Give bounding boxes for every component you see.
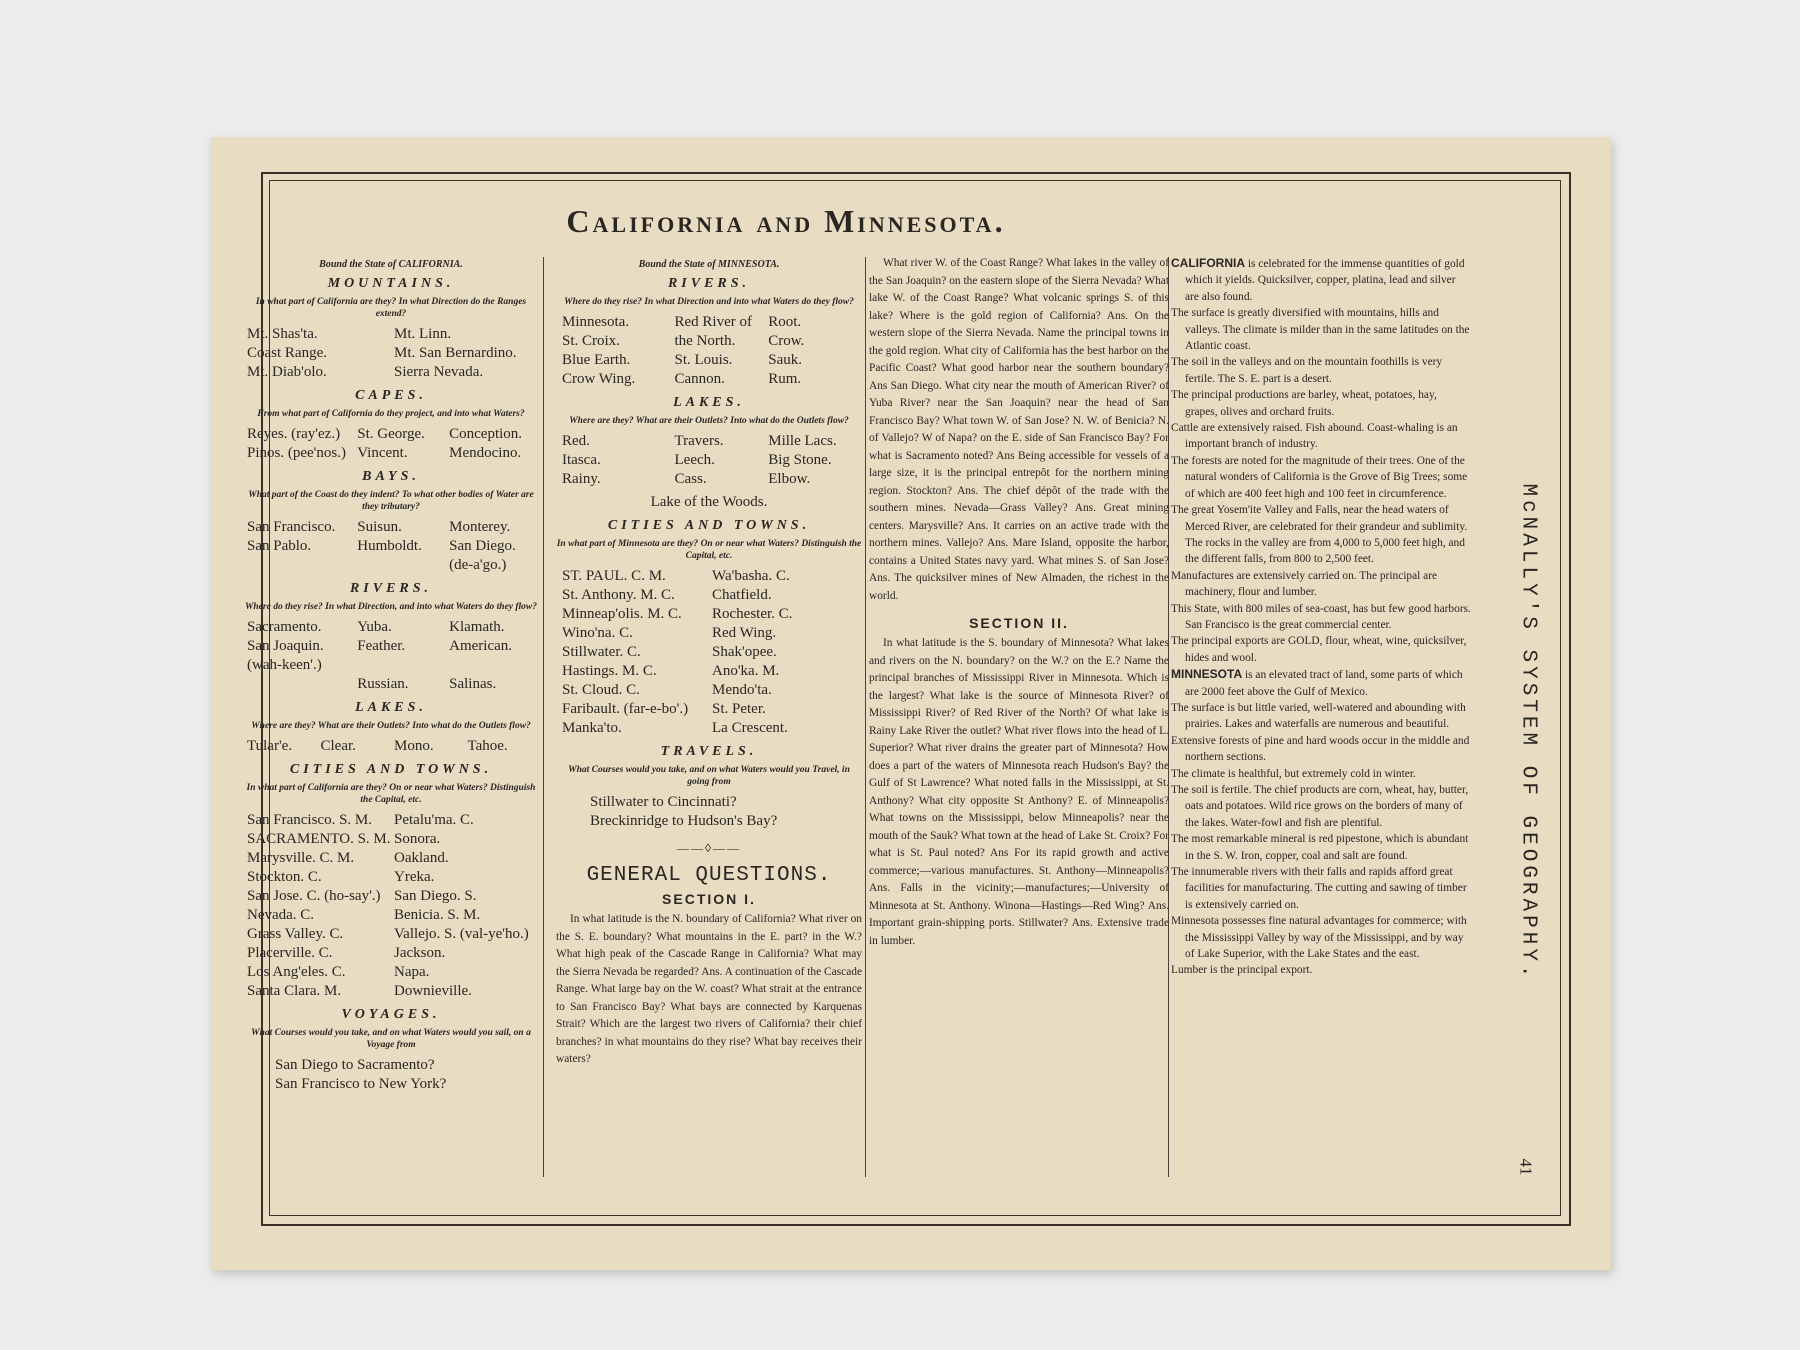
section-heading: CITIES AND TOWNS.	[607, 518, 811, 533]
list-item: St. George.	[357, 426, 425, 442]
list-item: Feather.	[357, 638, 406, 654]
description-paragraph: Lumber is the principal export.	[1171, 964, 1313, 977]
bound-instruction: Bound the State of MINNESOTA.	[638, 259, 780, 270]
rivers-list	[241, 618, 541, 694]
list-item: Big Stone.	[768, 452, 832, 468]
list-item: Vincent.	[357, 445, 408, 461]
list-item: Santa Clara. M.	[247, 983, 342, 999]
section-heading: SECTION II.	[969, 615, 1069, 631]
bound-instruction: Bound the State of CALIFORNIA.	[319, 259, 463, 270]
list-item: Leech.	[674, 452, 715, 468]
list-item: Faribault. (far-e-bo'.)	[562, 701, 689, 717]
list-item: Red Wing.	[712, 625, 777, 641]
section-text: In what latitude is the S. boundary of Minnesota? What lakes and rivers on the N. boundary? on the W.? on the E.? Name the principal branches of Mississippi River in Minnesota. Which is the largest? What lake is the source of Minnesota River? of Mississippi River? of Red River of the North? Of what lake is Rainy Lake River the outlet? What river flows into the head of L. Superior? What river drains the greater part of Minnesota? How does a part of the waters of Minnesota reach Hudson's Bay? the Gulf of St Lawrence? What noted falls in the Mississippi, at St. Anthony? What city opposite St Anthony? E. of Minneapolis? What towns on the Mississippi, below Minneapolis? near the mouth of the Sauk? What town at the head of Lake St. Croix? For what is St. Paul noted? Ans For its rapid growth and active commerce;—various manufactures. St. Anthony—Minneapolis? Ans. Falls in the vicinity;—manufactures;—University of Minnesota at St. Anthony. Winona—Hastings—Red Wing? Ans. Important grain-shipping ports. Stillwater? Ans. Extensive trade in lumber.	[869, 637, 1169, 947]
voyages-list	[241, 1056, 541, 1094]
list-item: Tahoe.	[467, 738, 508, 754]
list-item: Pinos. (pee'nos.)	[247, 445, 346, 461]
list-item: San Diego. (de-a'go.)	[449, 538, 516, 573]
list-item: SACRAMENTO. S. M.	[247, 831, 391, 847]
list-item: Clear.	[320, 738, 356, 754]
list-item: Minneap'olis. M. C.	[562, 606, 682, 622]
section-question: What Courses would you take, and on what Waters would you sail, on a Voyage from	[251, 1028, 531, 1050]
list-item: the North.	[674, 333, 736, 349]
list-item: Marysville. C. M.	[247, 850, 355, 866]
section-question: Where are they? What are their Outlets? Into what do the Outlets flow?	[569, 416, 849, 426]
list-item: Minnesota.	[562, 314, 630, 330]
list-item: Grass Valley. C.	[247, 926, 344, 942]
list-item: Breckinridge to Hudson's Bay?	[590, 813, 778, 829]
list-item: Stockton. C.	[247, 869, 322, 885]
section-heading: SECTION I.	[662, 891, 756, 907]
list-item: Vallejo. S. (val-ye'ho.)	[394, 926, 529, 942]
list-item: Jackson.	[394, 945, 446, 961]
list-item: Crow Wing.	[562, 371, 636, 387]
list-item: ST. PAUL. C. M.	[562, 568, 666, 584]
description-paragraph: The soil in the valleys and on the mountain foothills is very fertile. The S. E. part is a desert.	[1171, 356, 1443, 385]
list-item: San Diego to Sacramento?	[275, 1057, 435, 1073]
list-item: Coast Range.	[247, 345, 327, 361]
list-item: Yreka.	[394, 869, 435, 885]
section-heading: RIVERS.	[667, 276, 751, 291]
california-column	[241, 255, 541, 1094]
list-item: San Joaquin. (wah-keen'.)	[247, 638, 324, 673]
description-paragraph: The surface is greatly diversified with mountains, hills and valleys. The climate is milder than in the same latitudes on the Atlantic coast.	[1171, 307, 1470, 353]
list-item: Cannon.	[674, 371, 725, 387]
general-questions-heading: GENERAL QUESTIONS.	[586, 864, 832, 887]
list-item: Mendo'ta.	[712, 682, 772, 698]
list-item: Humboldt.	[357, 538, 422, 554]
list-item: Conception.	[449, 426, 523, 442]
list-item: Stillwater. C.	[562, 644, 641, 660]
list-item: Tular'e.	[247, 738, 293, 754]
section-question: Where are they? What are their Outlets? Into what do the Outlets flow?	[251, 721, 531, 731]
california-description	[1171, 305, 1471, 666]
list-item: Stillwater to Cincinnati?	[590, 794, 737, 810]
list-item: Manka'to.	[562, 720, 622, 736]
bays-list	[241, 518, 541, 575]
capes-list	[241, 425, 541, 463]
section-question: What Courses would you take, and on what Waters would you Travel, in going from	[568, 765, 850, 787]
ornament-divider: ——◊——	[677, 841, 741, 855]
description-paragraph: The forests are noted for the magnitude of their trees. One of the natural wonders of California is the Grove of Big Trees; some of which are 400 feet high and 100 feet in circumference.	[1171, 454, 1468, 500]
list-item: Mendocino.	[449, 445, 522, 461]
list-item: Travers.	[674, 433, 724, 449]
list-item: Hastings. M. C.	[562, 663, 657, 679]
spine-title: McNALLY'S SYSTEM OF GEOGRAPHY.	[1516, 482, 1540, 982]
section-question: Where do they rise? In what Direction and into what Waters do they flow?	[564, 297, 854, 307]
list-item: Mt. Shas'ta.	[247, 326, 318, 342]
section-heading: MOUNTAINS.	[327, 276, 455, 291]
rivers-list	[556, 313, 862, 389]
list-item	[247, 675, 357, 694]
section-heading: LAKES.	[355, 700, 427, 715]
description-paragraph: MINNESOTA is an elevated tract of land, some parts of which are 2000 feet above the Gulf of Mexico.	[1171, 667, 1463, 698]
list-item: Los Ang'eles. C.	[247, 964, 346, 980]
list-item: Chatfield.	[712, 587, 772, 603]
list-item: San Francisco to New York?	[275, 1076, 447, 1092]
list-item: Wino'na. C.	[562, 625, 633, 641]
list-item: La Crescent.	[712, 720, 788, 736]
list-item: Reyes. (ray'ez.)	[247, 426, 341, 442]
list-item: Sonora.	[394, 831, 441, 847]
description-paragraph: Cattle are extensively raised. Fish abound. Coast-whaling is an important branch of industry.	[1171, 422, 1458, 451]
descriptions-column	[1171, 255, 1471, 979]
list-item: Red.	[562, 433, 590, 449]
description-paragraph: The climate is healthful, but extremely cold in winter.	[1171, 767, 1416, 780]
list-item: Nevada. C.	[247, 907, 315, 923]
page-title: California and Minnesota.	[566, 203, 1006, 239]
description-paragraph: The surface is but little varied, well-watered and abounding with prairies. Lakes and waterfalls are numerous and beautiful.	[1171, 701, 1466, 731]
list-item: Napa.	[394, 964, 430, 980]
section-heading: VOYAGES.	[341, 1007, 441, 1022]
list-item: Petalu'ma. C.	[394, 812, 474, 828]
list-item: Mt. Linn.	[394, 326, 452, 342]
cities-list	[241, 811, 541, 1001]
list-item: Wa'basha. C.	[712, 568, 790, 584]
list-item: Placerville. C.	[247, 945, 333, 961]
list-item: American.	[449, 638, 513, 654]
list-item: St. Anthony. M. C.	[562, 587, 675, 603]
list-item: Mt. San Bernardino.	[394, 345, 517, 361]
list-item: Shak'opee.	[712, 644, 777, 660]
list-item: Sacramento.	[247, 619, 322, 635]
list-item: Blue Earth.	[562, 352, 631, 368]
list-item: St. Cloud. C.	[562, 682, 640, 698]
lakes-list	[241, 737, 541, 756]
description-paragraph: The soil is fertile. The chief products are corn, wheat, hay, butter, oats and potatoes. Wild rice grows on the borders of many of the lakes. Water-fowl and fish are plentiful.	[1171, 784, 1469, 829]
list-item: Mille Lacs.	[768, 433, 837, 449]
list-item: Monterey.	[449, 519, 511, 535]
list-item: Rainy.	[562, 471, 601, 487]
list-item: Sauk.	[768, 352, 802, 368]
section-text: What river W. of the Coast Range? What lakes in the valley of the San Joaquin? on the eastern slope of the Sierra Nevada? What lake W. of the Coast Range? What volcanic springs S. of this lake? Where is the gold region of California? Ans. On the western slope of the Sierra Nevada. Name the principal towns in the gold region. What city of California has the best harbor on the Pacific Coast? What good harbor near the southern boundary? Ans San Diego. What city near the mouth of American River? of Yuba River? near the San Joaquin? near the head of San Francisco Bay? What town W. of San Jose? N. W. of Benicia? N. of Vallejo? W of Napa? on the E. side of San Francisco Bay? For what is Sacramento noted? Ans Being accessible for vessels of a large size, it is the principal entrepôt for the northern mining region. Stockton? Ans. The chief dépôt of the trade with the southern mines. Nevada—Grass Valley? Ans. Great mining centers. Marysville? Ans. It carries on an active trade with the northern mines. Vallejo? Ans. Mare Island, opposite the harbor, contains a United States navy yard. What mines S. of San Jose? Ans. The quicksilver mines of New Almaden, the richest in the world.	[869, 257, 1169, 602]
list-item: St. Louis.	[674, 352, 733, 368]
list-item: San Jose. C. (ho-say'.)	[247, 888, 381, 904]
list-item: Itasca.	[562, 452, 601, 468]
section-question: What part of the Coast do they indent? To what other bodies of Water are they tributary?	[248, 490, 534, 512]
section-question: In what part of Minnesota are they? On or near what Waters? Distinguish the Capital, etc.	[556, 539, 862, 561]
list-item: Cass.	[674, 471, 707, 487]
minnesota-description	[1171, 700, 1471, 979]
questions-column	[869, 255, 1169, 950]
description-paragraph: Minnesota possesses fine natural advantages for commerce; with the Mississippi Valley by way of the Mississippi, and by way of Lake Superior, with the Lake States and the east.	[1171, 915, 1467, 961]
list-item: Klamath.	[449, 619, 505, 635]
column-divider	[865, 257, 866, 1177]
section-question: In what part of California are they? In what Direction do the Ranges extend?	[255, 297, 527, 319]
minnesota-column	[556, 255, 862, 1069]
section-heading: CAPES.	[355, 388, 427, 403]
section-heading: CITIES AND TOWNS.	[289, 762, 493, 777]
column-divider	[543, 257, 544, 1177]
list-item: Elbow.	[768, 471, 811, 487]
list-item: St. Croix.	[562, 333, 620, 349]
list-item: Rum.	[768, 371, 802, 387]
description-paragraph: This State, with 800 miles of sea-coast, has but few good harbors. San Francisco is the great commercial center.	[1171, 602, 1471, 631]
description-paragraph: Extensive forests of pine and hard woods occur in the middle and northern sections.	[1171, 734, 1470, 764]
list-item: San Francisco. S. M.	[247, 812, 372, 828]
list-item: Yuba.	[357, 619, 392, 635]
list-item: Root.	[768, 314, 802, 330]
section-heading: RIVERS.	[349, 581, 433, 596]
section-heading: BAYS.	[362, 469, 420, 484]
description-paragraph: The principal exports are GOLD, flour, wheat, wine, quicksilver, hides and wool.	[1171, 635, 1467, 664]
section-question: Where do they rise? In what Direction, and into what Waters do they flow?	[244, 602, 538, 612]
description-paragraph: The principal productions are barley, wheat, potatoes, hay, grapes, olives and orchard fruits.	[1171, 389, 1437, 418]
cities-list	[556, 567, 862, 738]
list-item: Russian.	[357, 676, 409, 692]
section-question: From what part of California do they project, and into what Waters?	[257, 409, 525, 419]
description-paragraph: CALIFORNIA is celebrated for the immense quantities of gold which it yields. Quicksilver, copper, platina, lead and silver are also found.	[1171, 256, 1465, 303]
atlas-page	[211, 137, 1611, 1270]
list-item: Sierra Nevada.	[394, 364, 484, 380]
section-heading: TRAVELS.	[660, 744, 758, 759]
description-paragraph: The great Yosem'ite Valley and Falls, near the head waters of Merced River, are celebrated for their grandeur and sublimity. The rocks in the valley are from 4,000 to 5,000 feet high, and the different falls, from 800 to 2,500 feet.	[1171, 504, 1468, 566]
list-item: St. Peter.	[712, 701, 766, 717]
section-question: In what part of California are they? On or near what Waters? Distinguish the Capital, etc.	[246, 783, 536, 805]
list-item: Salinas.	[449, 676, 497, 692]
list-item: San Francisco.	[247, 519, 336, 535]
description-paragraph: Manufactures are extensively carried on. The principal are machinery, flour and lumber.	[1171, 569, 1438, 599]
lakes-list	[556, 432, 862, 489]
list-item: San Pablo.	[247, 538, 312, 554]
list-item: Red River of	[674, 314, 752, 330]
list-item: Ano'ka. M.	[712, 663, 780, 679]
section-heading: LAKES.	[673, 395, 745, 410]
state-label: CALIFORNIA	[1171, 256, 1245, 270]
list-item: Rochester. C.	[712, 606, 793, 622]
list-item: Downieville.	[394, 983, 472, 999]
lake-of-the-woods: Lake of the Woods.	[650, 494, 768, 510]
list-item: Crow.	[768, 333, 805, 349]
description-paragraph: The most remarkable mineral is red pipestone, which is abundant in the S. W. Iron, copper, coal and salt are found.	[1171, 833, 1469, 862]
list-item: Mt. Diab'olo.	[247, 364, 327, 380]
description-paragraph: The innumerable rivers with their falls and rapids afford great facilities for manufacturing. The cutting and sawing of timber is extensively carried on.	[1171, 866, 1467, 911]
list-item: Mono.	[394, 738, 434, 754]
mountains-list	[241, 325, 541, 382]
list-item: Oakland.	[394, 850, 449, 866]
list-item: Benicia. S. M.	[394, 907, 481, 923]
page-number: 41	[1516, 1158, 1536, 1176]
section-text: In what latitude is the N. boundary of California? What river on the S. E. boundary? What mountains in the E. part? in the W.? What high peak of the Cascade Range in California? What may the Sierra Nevada be regarded? Ans. A continuation of the Cascade Range. What large bay on the W. coast? What strait at the entrance to San Francisco Bay? What bays are connected by Karquenas Strait? Which are the largest two rivers of California? their chief branches? in what mountains do they rise? What bay receives their waters?	[556, 913, 862, 1065]
list-item: Suisun.	[357, 519, 402, 535]
state-label: MINNESOTA	[1171, 667, 1243, 682]
list-item: San Diego. S.	[394, 888, 477, 904]
travels-list	[556, 793, 862, 831]
